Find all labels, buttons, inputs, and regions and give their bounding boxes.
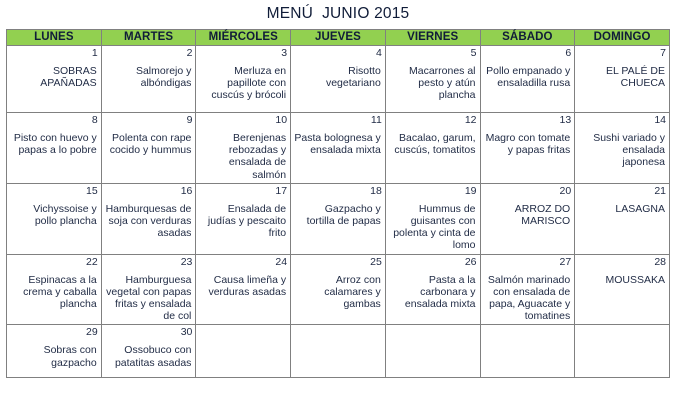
calendar-week-row	[7, 325, 670, 378]
day-number: 3	[281, 47, 288, 59]
day-menu-text: LASAGNA	[615, 202, 665, 215]
day-menu-text: Hamburguesa vegetal con papas fritas y ensalada de col	[106, 273, 192, 323]
day-number: 16	[180, 184, 193, 197]
day-cell[interactable]	[575, 113, 670, 184]
menu-calendar-table	[6, 29, 670, 378]
day-menu-text: Salmón marinado con ensalada de papa, Aguacate y tomatines	[487, 273, 571, 323]
day-number: 10	[275, 114, 288, 126]
day-cell[interactable]	[385, 254, 480, 325]
day-number: 20	[559, 184, 572, 197]
day-number: 27	[559, 255, 572, 268]
day-cell[interactable]	[575, 254, 670, 325]
day-cell[interactable]	[196, 254, 291, 325]
day-menu-text: Gazpacho y tortilla de papas	[306, 202, 381, 228]
day-number: 11	[370, 114, 382, 126]
day-menu-text: Magro con tomate y papas fritas	[485, 132, 571, 157]
day-menu-text: Espinacas a la crema y caballa plancha	[23, 273, 97, 311]
day-number: 2	[186, 47, 193, 59]
page-title: MENÚ JUNIO 2015	[266, 5, 410, 22]
day-cell[interactable]	[575, 183, 670, 254]
day-cell-empty[interactable]	[575, 325, 670, 378]
day-menu-text: Pollo empanado y ensaladilla rusa	[486, 65, 571, 90]
day-menu-text: Sushi variado y ensalada japonesa	[593, 132, 665, 169]
day-number: 4	[375, 47, 382, 59]
day-cell[interactable]	[101, 113, 196, 184]
dow-header-lunes: LUNES	[7, 30, 102, 46]
calendar-week-row	[7, 254, 670, 325]
day-menu-text: Ensalada de judías y pescaito frito	[207, 202, 287, 240]
day-cell[interactable]	[101, 46, 196, 113]
day-number: 14	[654, 114, 666, 126]
day-of-week-header-row	[7, 30, 670, 46]
day-cell[interactable]	[101, 254, 196, 325]
dow-header-martes: MARTES	[101, 30, 196, 46]
day-menu-text: Macarrones al pesto y atún plancha	[408, 65, 476, 102]
day-menu-text: SOBRAS APAÑADAS	[40, 65, 97, 90]
day-cell[interactable]	[480, 113, 575, 184]
day-menu-text: Risotto vegetariano	[325, 65, 381, 90]
day-number: 30	[180, 326, 193, 339]
day-number: 28	[654, 255, 666, 268]
calendar-week-row	[7, 113, 670, 184]
day-number: 8	[91, 114, 98, 126]
day-menu-text: Polenta con rape cocido y hummus	[109, 132, 192, 157]
dow-header-viernes: VIERNES	[385, 30, 480, 46]
day-menu-text: Pisto con huevo y papas a lo pobre	[13, 132, 97, 157]
calendar-container	[6, 29, 670, 378]
day-number: 12	[464, 114, 477, 126]
day-cell[interactable]	[291, 113, 386, 184]
day-number: 26	[464, 255, 477, 268]
day-cell[interactable]	[291, 254, 386, 325]
day-number: 15	[86, 184, 98, 197]
day-cell[interactable]	[7, 325, 102, 378]
day-number: 19	[464, 184, 477, 197]
dow-header-sabado: SÁBADO	[480, 30, 575, 46]
day-menu-text: Salmorejo y albóndigas	[135, 65, 192, 90]
day-menu-text: Bacalao, garum, cuscús, tomatitos	[394, 132, 476, 157]
day-menu-text: MOUSSAKA	[605, 273, 665, 286]
calendar-week-row	[7, 183, 670, 254]
day-menu-text: Hummus de guisantes con polenta y cinta de lomo	[393, 202, 476, 252]
day-cell-empty[interactable]	[196, 325, 291, 378]
day-cell[interactable]	[291, 46, 386, 113]
day-cell[interactable]	[385, 46, 480, 113]
day-menu-text: Berenjenas rebozadas y ensalada de salmón	[228, 132, 287, 181]
day-number: 7	[660, 47, 666, 59]
dow-header-miercoles: MIÉRCOLES	[196, 30, 291, 46]
day-number: 25	[370, 255, 382, 268]
day-number: 1	[91, 47, 98, 59]
day-menu-text: Pasta bolognesa y ensalada mixta	[294, 132, 381, 157]
day-number: 23	[180, 255, 193, 268]
day-number: 24	[275, 255, 288, 268]
day-menu-text: Causa limeña y verduras asadas	[208, 273, 287, 298]
day-cell[interactable]	[480, 183, 575, 254]
day-menu-text: Vichyssoise y pollo plancha	[33, 202, 97, 228]
day-number: 5	[470, 47, 477, 59]
day-cell[interactable]	[7, 183, 102, 254]
day-cell[interactable]	[480, 254, 575, 325]
calendar-body	[7, 46, 670, 378]
dow-header-domingo: DOMINGO	[575, 30, 670, 46]
day-cell[interactable]	[196, 46, 291, 113]
day-menu-text: Sobras con gazpacho	[43, 344, 97, 369]
day-menu-text: Arroz con calamares y gambas	[324, 273, 381, 311]
day-cell[interactable]	[385, 183, 480, 254]
day-number: 29	[86, 326, 98, 339]
day-cell[interactable]	[101, 183, 196, 254]
day-menu-text: Hamburquesas de soja con verduras asadas	[105, 202, 192, 240]
day-menu-text: Merluza en papillote con cuscús y brócoli	[211, 65, 287, 102]
day-number: 17	[275, 184, 288, 197]
day-number: 13	[559, 114, 572, 126]
day-cell[interactable]	[575, 46, 670, 113]
day-menu-text: ARROZ DO MARISCO	[514, 202, 571, 228]
day-menu-text: EL PALÉ DE CHUECA	[606, 65, 665, 90]
day-cell[interactable]	[7, 254, 102, 325]
day-cell[interactable]	[196, 113, 291, 184]
day-cell[interactable]	[7, 46, 102, 113]
day-cell-empty[interactable]	[480, 325, 575, 378]
day-cell-empty[interactable]	[385, 325, 480, 378]
day-cell[interactable]	[480, 46, 575, 113]
day-number: 6	[565, 47, 572, 59]
day-cell-empty[interactable]	[291, 325, 386, 378]
calendar-header	[7, 30, 670, 46]
calendar-week-row	[7, 46, 670, 113]
day-cell[interactable]	[291, 183, 386, 254]
dow-header-jueves: JUEVES	[291, 30, 386, 46]
day-menu-text: Ossobuco con patatitas asadas	[114, 344, 192, 369]
day-menu-text: Pasta a la carbonara y ensalada mixta	[404, 273, 476, 311]
day-cell[interactable]	[7, 113, 102, 184]
day-cell[interactable]	[101, 325, 196, 378]
day-number: 22	[86, 255, 98, 268]
day-number: 21	[654, 184, 666, 197]
day-cell[interactable]	[196, 183, 291, 254]
day-cell[interactable]	[385, 113, 480, 184]
day-number: 9	[186, 114, 193, 126]
day-number: 18	[370, 184, 382, 197]
